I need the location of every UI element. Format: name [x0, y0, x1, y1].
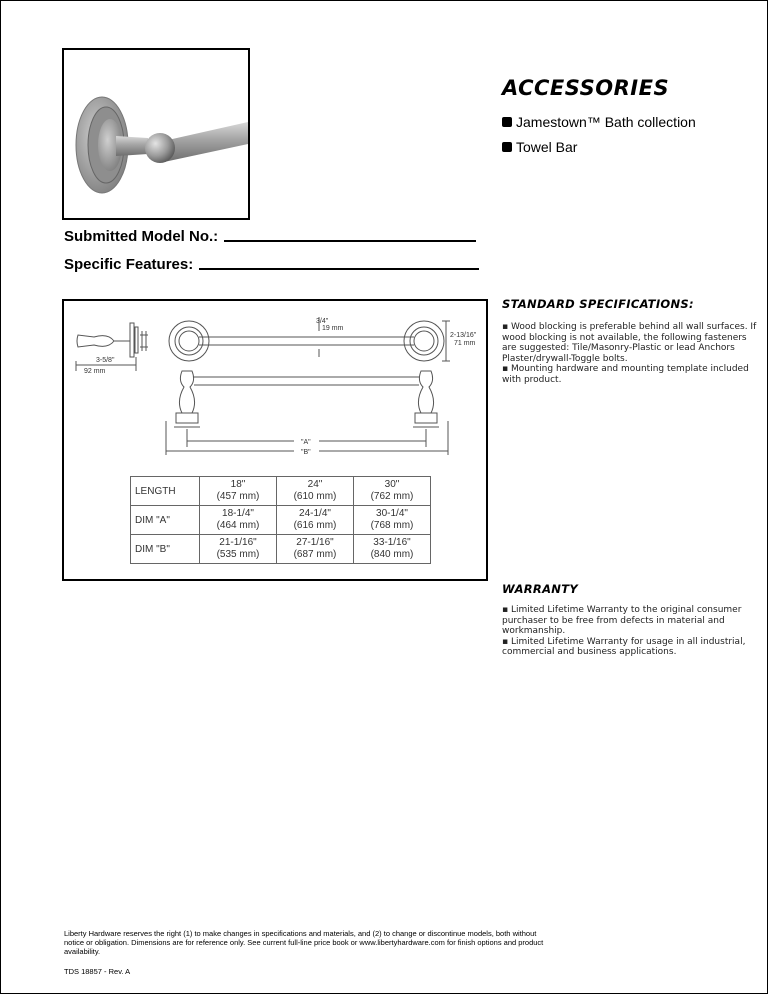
- warranty-heading: WARRANTY: [502, 582, 578, 596]
- bullet-collection: [502, 114, 696, 130]
- table-cell: 18" (457 mm): [200, 477, 277, 506]
- list-item: ▪ Mounting hardware and mounting template included with product.: [502, 364, 749, 385]
- bullet-product-text: Towel Bar: [516, 139, 578, 155]
- features-label: Specific Features:: [64, 256, 194, 273]
- features-input-line[interactable]: [199, 267, 479, 270]
- table-cell: 30-1/4" (768 mm): [354, 506, 431, 535]
- towel-bar-photo: [64, 50, 248, 218]
- dimension-diagram: [62, 299, 488, 581]
- row-label: DIM "B": [131, 535, 200, 564]
- bullet-collection-text: Jamestown™ Bath collection: [516, 114, 696, 130]
- square-bullet-icon: [502, 117, 512, 127]
- dim-right-metric: 71 mm: [454, 340, 476, 347]
- dim-left-imperial: 3-5/8": [96, 357, 115, 364]
- table-cell: 18-1/4" (464 mm): [200, 506, 277, 535]
- specs-heading: STANDARD SPECIFICATIONS:: [502, 297, 694, 311]
- warranty-list: [502, 605, 760, 658]
- table-row: [131, 477, 431, 506]
- dim-top-metric: 19 mm: [322, 325, 344, 332]
- table-cell: 24" (610 mm): [277, 477, 354, 506]
- model-field: [64, 228, 476, 245]
- table-row: [131, 535, 431, 564]
- features-field: [64, 256, 479, 273]
- square-bullet-icon: [502, 142, 512, 152]
- list-item: ▪ Limited Lifetime Warranty to the original consumer purchaser to be free from defects in material and workmanship.: [502, 605, 742, 636]
- list-item: ▪ Limited Lifetime Warranty for usage in all industrial, commercial and business applications.: [502, 636, 746, 657]
- dim-top-imperial: 3/4": [316, 318, 329, 325]
- list-item: ▪ Wood blocking is preferable behind all wall surfaces. If wood blocking is not available, the following fasteners are suggested: Tile/Masonry-Plastic or lead Anchors Plaster/drywall-Toggle bolts.: [502, 322, 757, 364]
- page-title: ACCESSORIES: [502, 76, 670, 100]
- table-cell: 27-1/16" (687 mm): [277, 535, 354, 564]
- product-photo: [62, 48, 250, 220]
- bullet-product: [502, 139, 577, 155]
- table-cell: 24-1/4" (616 mm): [277, 506, 354, 535]
- row-label: DIM "A": [131, 506, 200, 535]
- specs-list: [502, 322, 760, 385]
- dim-b-label: "B": [301, 449, 311, 456]
- model-label: Submitted Model No.:: [64, 228, 219, 245]
- dim-right-imperial: 2-13/16": [450, 332, 477, 339]
- table-row: [131, 506, 431, 535]
- table-cell: 21-1/16" (535 mm): [200, 535, 277, 564]
- dim-left-metric: 92 mm: [84, 368, 106, 375]
- footer-disclaimer: Liberty Hardware reserves the right (1) to make changes in specifications and materials, and (2) to change or discontinue models, both without notice or obligation. Dimensions are for reference only. See current full-line price book or www.libertyhardware.com for finish options and product availability.: [64, 929, 544, 956]
- table-cell: 30" (762 mm): [354, 477, 431, 506]
- document-id: TDS 18857 - Rev. A: [64, 967, 131, 976]
- table-cell: 33-1/16" (840 mm): [354, 535, 431, 564]
- dimensions-table: [130, 476, 431, 564]
- model-input-line[interactable]: [224, 239, 476, 242]
- drawing-svg: [64, 301, 486, 471]
- row-label: LENGTH: [131, 477, 200, 506]
- dim-a-label: "A": [301, 439, 311, 446]
